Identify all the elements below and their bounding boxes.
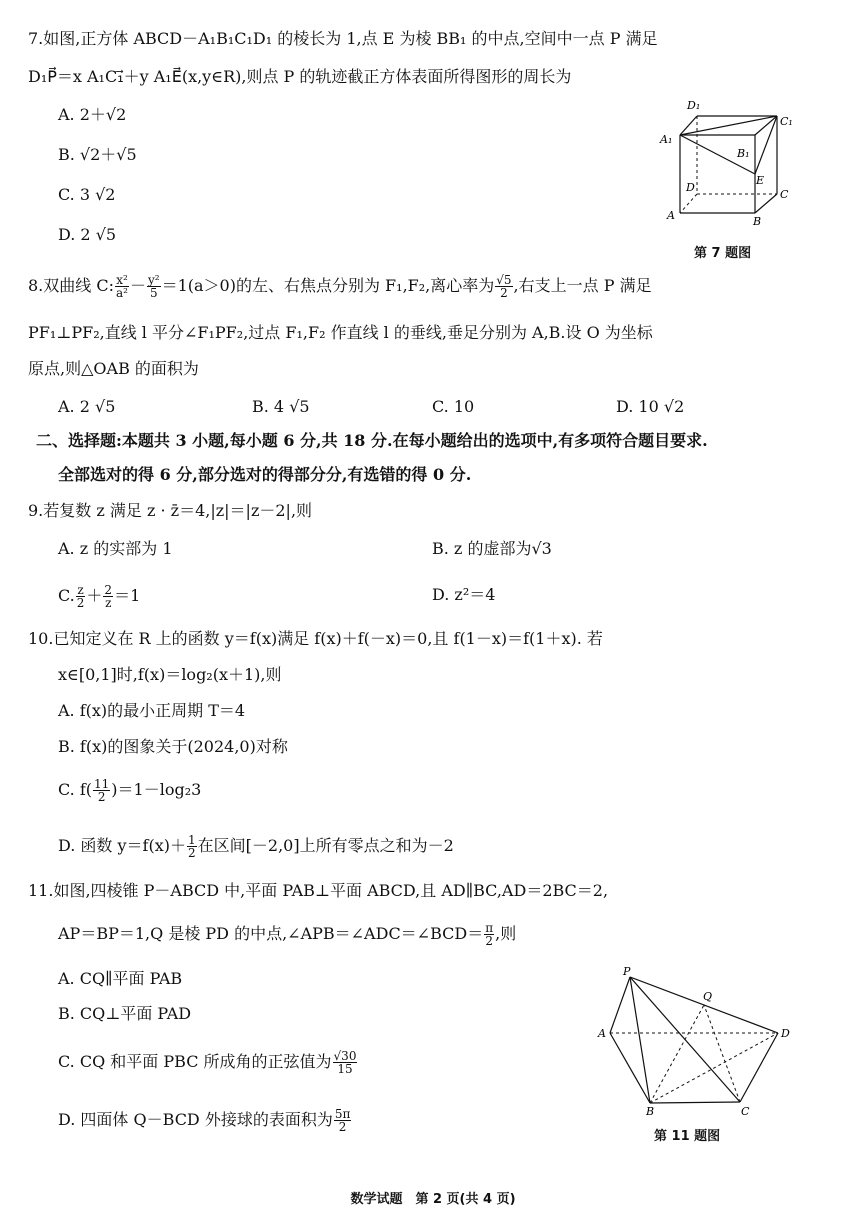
- frac-numerator: z: [77, 583, 84, 597]
- q11-option-d: [58, 1108, 352, 1133]
- option-c-pre: C. CQ 和平面 PBC 所成角的正弦值为: [58, 1052, 332, 1071]
- pyramid-label-b: B: [646, 1105, 655, 1118]
- plus-sign: ＋: [86, 586, 103, 605]
- q9-fraction-z-2: [76, 584, 86, 609]
- pyramid-figure: [590, 965, 800, 1120]
- frac-denominator: 2: [188, 846, 196, 860]
- option-letter: C.: [58, 586, 75, 605]
- q8-fraction-y2-5: [147, 274, 161, 299]
- frac-numerator: y²: [147, 273, 160, 287]
- q9-option-b: B. z 的虚部为√3: [432, 539, 552, 558]
- q11-option-a: A. CQ∥平面 PAB: [58, 969, 183, 988]
- q9-fraction-2-z: [103, 584, 113, 609]
- q11-stem-line2: [58, 922, 516, 947]
- frac-denominator: 2: [485, 934, 493, 948]
- q10-fraction-11-2: [93, 778, 110, 803]
- q10-fraction-1-2: [187, 834, 197, 859]
- pyramid-label-c: C: [741, 1105, 750, 1118]
- cube-label-a1: A₁: [660, 133, 673, 146]
- frac-numerator: 1: [188, 833, 196, 847]
- q11-fraction-5pi-2: [334, 1108, 352, 1133]
- q9-option-d: D. z²＝4: [432, 585, 496, 604]
- frac-denominator: 2: [500, 286, 508, 300]
- frac-denominator: a²: [116, 286, 128, 300]
- q11-fraction-pi-2: [484, 922, 494, 947]
- frac-numerator: 5π: [334, 1107, 351, 1121]
- cube-label-c: C: [780, 188, 789, 201]
- cube-figure: [655, 95, 795, 235]
- cube-label-d: D: [686, 181, 695, 194]
- section2-heading-line2: 全部选对的得 6 分,部分选对的得部分分,有选错的得 0 分.: [58, 465, 472, 484]
- q8-fraction-x2-a2: [115, 274, 129, 299]
- frac-denominator: 2: [338, 1120, 347, 1134]
- q8-option-a: A. 2 √5: [58, 397, 116, 416]
- q7-stem-line1: 7.如图,正方体 ABCD－A₁B₁C₁D₁ 的棱长为 1,点 E 为棱 BB₁ 的中点,空间中一点 P 满足: [28, 29, 658, 48]
- q7-option-a: A. 2＋√2: [58, 105, 127, 124]
- frac-denominator: 2: [97, 790, 106, 804]
- frac-denominator: z: [105, 596, 112, 610]
- equals-one: ＝1: [114, 586, 141, 605]
- q8-fraction-eccentricity: [495, 274, 512, 299]
- q11-stem-line1: 11.如图,四棱锥 P－ABCD 中,平面 PAB⊥平面 ABCD,且 AD∥BC,AD＝2BC＝2,: [28, 881, 609, 900]
- q11-fraction-sqrt30-15: [333, 1050, 358, 1075]
- q7-option-b: B. √2＋√5: [58, 145, 137, 164]
- frac-numerator: 11: [94, 777, 110, 791]
- frac-numerator: x²: [116, 273, 128, 287]
- q8-stem-line2: PF₁⊥PF₂,直线 l 平分∠F₁PF₂,过点 F₁,F₂ 作直线 l 的垂线,垂足分别为 A,B.设 O 为坐标: [28, 323, 653, 342]
- q11-option-b: B. CQ⊥平面 PAD: [58, 1004, 192, 1023]
- cube-label-c1: C₁: [780, 115, 793, 128]
- q8-option-b: B. 4 √5: [252, 397, 310, 416]
- q7-option-d: D. 2 √5: [58, 225, 117, 244]
- frac-numerator: π: [485, 921, 494, 935]
- cube-label-e: E: [756, 174, 765, 187]
- q11-option-c: [58, 1050, 358, 1075]
- pyramid-label-p: P: [623, 965, 631, 978]
- q8-line1-mid: ＝1(a＞0)的左、右焦点分别为 F₁,F₂,离心率为: [161, 276, 495, 295]
- q9-stem: 9.若复数 z 满足 z · z̄＝4,|z|＝|z－2|,则: [28, 501, 313, 520]
- frac-numerator: √30: [333, 1049, 357, 1063]
- q8-option-c: C. 10: [432, 397, 475, 416]
- q11-figure-caption: 第 11 题图: [654, 1129, 721, 1144]
- q10-option-c: [58, 778, 201, 803]
- frac-denominator: 5: [149, 286, 158, 300]
- q10-option-a: A. f(x)的最小正周期 T＝4: [58, 701, 246, 720]
- option-d-post: 在区间[－2,0]上所有零点之和为－2: [197, 836, 454, 855]
- frac-denominator: 2: [76, 596, 85, 610]
- q10-stem-line2: x∈[0,1]时,f(x)＝log₂(x＋1),则: [58, 665, 282, 684]
- cube-label-a: A: [667, 209, 675, 222]
- q10-option-d: [58, 834, 454, 859]
- option-c-pre: C. f(: [58, 780, 93, 799]
- q8-stem-line3: 原点,则△OAB 的面积为: [28, 359, 199, 378]
- q8-line1-post: ,右支上一点 P 满足: [513, 276, 652, 295]
- q7-option-c: C. 3 √2: [58, 185, 116, 204]
- q8-option-d: D. 10 √2: [616, 397, 685, 416]
- cube-label-b: B: [753, 215, 762, 228]
- pyramid-label-a: A: [598, 1027, 606, 1040]
- q8-stem-line1: [28, 274, 652, 299]
- q7-stem-line2: D₁P⃗＝x A₁C₁⃗＋y A₁E⃗(x,y∈R),则点 P 的轨迹截正方体表面所得图形的周长为: [28, 67, 572, 86]
- pyramid-label-q: Q: [703, 990, 713, 1003]
- page-footer: 数学试题 第 2 页(共 4 页): [350, 1192, 516, 1207]
- minus-sign: －: [129, 276, 146, 295]
- line2-pre: AP＝BP＝1,Q 是棱 PD 的中点,∠APB＝∠ADC＝∠BCD＝: [58, 924, 484, 943]
- cube-label-d1: D₁: [687, 99, 701, 112]
- option-c-post: )＝1－log₂3: [111, 780, 202, 799]
- q10-stem-line1: 10.已知定义在 R 上的函数 y＝f(x)满足 f(x)＋f(－x)＝0,且 f(1－x)＝f(1＋x). 若: [28, 629, 603, 648]
- q9-option-c: [58, 584, 140, 609]
- pyramid-label-d: D: [781, 1027, 790, 1040]
- line2-post: ,则: [495, 924, 517, 943]
- q10-option-b: B. f(x)的图象关于(2024,0)对称: [58, 737, 288, 756]
- frac-denominator: 15: [337, 1062, 353, 1076]
- frac-numerator: 2: [104, 583, 113, 597]
- option-d-pre: D. 四面体 Q－BCD 外接球的表面积为: [58, 1110, 333, 1129]
- option-d-pre: D. 函数 y＝f(x)＋: [58, 836, 186, 855]
- q8-line1-pre: 8.双曲线 C:: [28, 276, 114, 295]
- q9-option-a: A. z 的实部为 1: [58, 539, 173, 558]
- cube-label-b1: B₁: [737, 147, 750, 160]
- q7-figure-caption: 第 7 题图: [694, 246, 752, 261]
- section2-heading-line1: 二、选择题:本题共 3 小题,每小题 6 分,共 18 分.在每小题给出的选项中,有多项符合题目要求.: [36, 431, 708, 450]
- frac-numerator: √5: [496, 273, 512, 287]
